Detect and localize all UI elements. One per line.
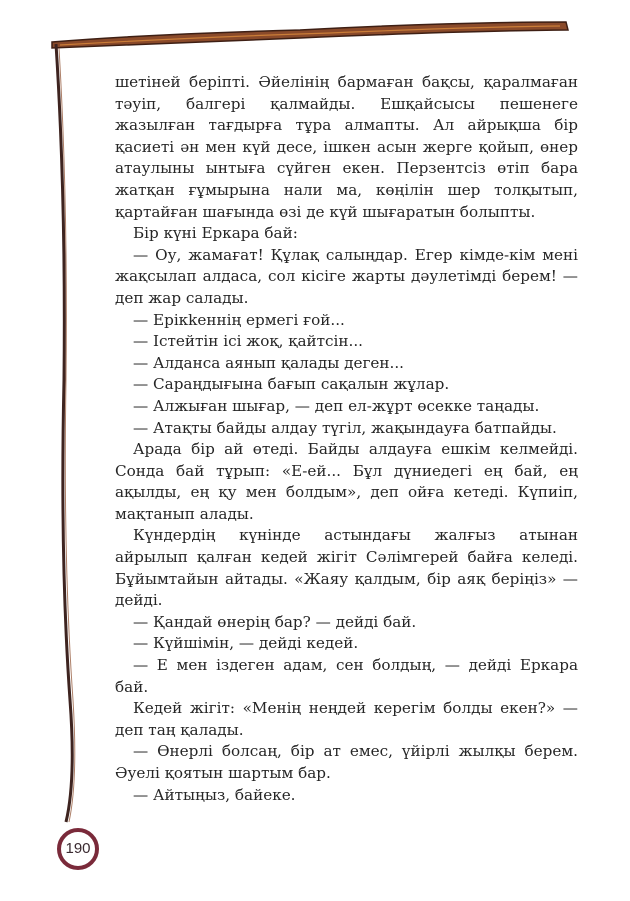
paragraph-8: — Алжыған шығар, — деп ел-жұрт өсекке таңады. <box>133 396 540 415</box>
paragraph-5: — Істейтін ісі жоқ, қайтсін... <box>133 332 364 351</box>
paragraph-14: — Е мен іздеген адам, сен болдың, — дейді Еркара бай. <box>115 656 578 696</box>
paragraph-11: Күндердің күнінде астындағы жалғыз атынан айрылып қалған кедей жігіт Сәлімгерей байға келеді. Бұйымтайын айтады. «Жаяу қалдым, бір аяқ беріңіз» — дейді. <box>115 526 578 610</box>
paragraph-1: шетіней беріпті. Әйелінің бармаған бақсы, қаралмаған тәуіп, балгері қалмайды. Ешқайсысы пешенеге жазылған тағдырға тұра алмапты. Ал айрықша бір қасиеті ән мен күй десе, ішкен асын жерге қойып, өнер атаулыны ынтыға сүйген екен. Перзентсіз өтіп бара жатқан ғұмырына нали ма, көңілін шер толқытып, қартайған шағында өзі де күй шығаратын болыпты. <box>115 73 578 221</box>
story-text <box>115 72 578 806</box>
top-border-stroke <box>52 22 568 48</box>
page-number: 190 <box>65 840 91 857</box>
paragraph-6: — Алданса аянып қалады деген... <box>133 353 404 372</box>
paragraph-4: — Ерікkеннің ермегі ғой... <box>133 310 345 329</box>
paragraph-13: — Күйшімін, — дейді кедей. <box>133 634 359 653</box>
paragraph-10: Арада бір ай өтеді. Байды алдауға ешкім келмейді. Сонда бай тұрып: «Е-ей... Бұл дүниедегі ең бай, ең ақылды, ең қу мен болдым», деп ойға кетеді. Күпиіп, мақтанып алады. <box>115 440 578 523</box>
paragraph-17: — Айтыңыз, байеке. <box>133 785 296 804</box>
paragraph-9: — Атақты байды алдау түгіл, жақындауға батпайды. <box>133 418 557 437</box>
paragraph-16: — Өнерлі болсаң, бір ат емес, үйірлі жылқы берем. Әуелі қоятын шартым бар. <box>115 742 578 782</box>
paragraph-2: Бір күні Еркара бай: <box>133 224 298 243</box>
paragraph-3: — Оу, жамағат! Құлақ салыңдар. Егер кімде-кім мені жақсылап алдаса, сол кісіге жарты дәулетімді берем! — деп жар салады. <box>115 245 578 307</box>
paragraph-15: Кедей жігіт: «Менің неңдей керегім болды екен?» — деп таң қалады. <box>115 699 578 739</box>
paragraph-12: — Қандай өнерің бар? — дейді бай. <box>133 612 417 631</box>
paragraph-7: — Сараңдығына бағып сақалын жұлар. <box>133 375 450 394</box>
